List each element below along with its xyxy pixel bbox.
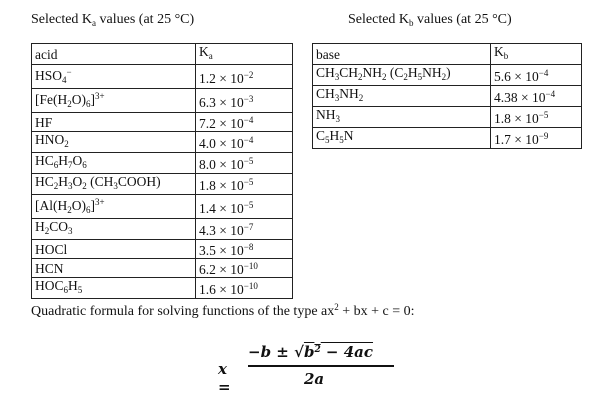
formula-text: HSO <box>35 68 63 83</box>
formula-text: CH <box>316 65 335 80</box>
formula-text: CH <box>316 86 335 101</box>
formula-subscript: 2 <box>82 181 87 191</box>
formula-subscript: 6 <box>53 160 59 170</box>
formula-text: H <box>58 153 69 168</box>
formula-lhs: x = <box>218 360 231 396</box>
kb-row <box>313 86 582 107</box>
kb-formula-cell <box>313 107 491 128</box>
kb-formula-cell <box>313 128 491 149</box>
formula-text: (CH <box>86 174 114 189</box>
formula-subscript: 3 <box>68 181 73 191</box>
ka-row <box>32 195 293 219</box>
kb-formula-cell <box>313 65 491 86</box>
value-mantissa: 8.0 × 10 <box>199 157 244 172</box>
ka-value-cell <box>196 195 293 219</box>
formula-subscript: 6 <box>86 205 91 215</box>
formula-subscript: 2 <box>358 93 364 103</box>
formula-subscript: 2 <box>44 226 50 236</box>
value-mantissa: 1.7 × 10 <box>494 132 539 147</box>
ka-formula-cell <box>32 278 196 299</box>
ka-row <box>32 240 293 259</box>
ka-row <box>32 132 293 153</box>
formula-subscript: 2 <box>358 72 363 82</box>
ka-header-row <box>32 44 293 65</box>
formula-subscript: 2 <box>441 72 447 82</box>
formula-text: O <box>72 174 83 189</box>
ka-formula-cell <box>32 174 196 195</box>
value-exponent: −5 <box>243 156 254 166</box>
ka-header-k: $K_a$ <box>196 44 293 65</box>
formula-subscript: 2 <box>53 181 59 191</box>
formula-subscript: 2 <box>403 72 408 82</box>
value-mantissa: 1.4 × 10 <box>199 200 244 216</box>
formula-text: HC <box>35 153 54 168</box>
ka-row <box>32 153 293 174</box>
ka-value-cell <box>196 65 293 89</box>
kb-title: Selected $K_b$ values (at 25 °C) <box>348 12 512 28</box>
value-exponent: −4 <box>545 89 556 99</box>
kb-value-cell <box>491 86 582 107</box>
formula-subscript: 3 <box>113 181 118 191</box>
formula-numerator: $-b \pm √b^2 - 4ac$ <box>248 343 374 361</box>
formula-subscript: 7 <box>68 160 73 170</box>
formula-subscript: 2 <box>67 99 72 109</box>
value-mantissa: 1.2 × 10 <box>199 70 244 86</box>
kb-value-cell <box>491 107 582 128</box>
kb-formula-cell <box>313 86 491 107</box>
formula-text: NH <box>422 65 442 80</box>
formula-text: NH <box>316 107 336 122</box>
ka-value-cell <box>196 278 293 299</box>
formula-text: H <box>58 174 69 189</box>
formula-text: N <box>343 128 354 143</box>
kb-header-base: base <box>313 44 491 65</box>
formula-text: CO <box>49 219 69 234</box>
kb-table <box>312 43 582 149</box>
ka-row <box>32 259 293 278</box>
formula-subscript: 3 <box>334 93 340 103</box>
formula-text: HOCl <box>35 241 68 257</box>
value-mantissa: 5.6 × 10 <box>494 69 539 84</box>
ka-value-cell <box>196 240 293 259</box>
value-mantissa: 1.6 × 10 <box>199 282 244 297</box>
ka-value-cell <box>196 219 293 240</box>
value-mantissa: 4.38 × 10 <box>494 90 546 105</box>
formula-text: [Al(H <box>35 198 68 213</box>
value-mantissa: 4.3 × 10 <box>199 223 244 238</box>
kb-table-body <box>313 44 582 149</box>
formula-text: C <box>316 128 326 143</box>
formula-text: COOH) <box>117 174 161 189</box>
value-exponent: −8 <box>243 242 254 252</box>
value-exponent: −5 <box>243 199 254 210</box>
value-mantissa: 3.5 × 10 <box>199 243 244 258</box>
ka-formula-cell <box>32 89 196 113</box>
formula-text: HOC <box>35 278 64 293</box>
ka-formula-cell <box>32 240 196 259</box>
formula-text: ] <box>90 198 95 213</box>
kb-row <box>313 107 582 128</box>
formula-text: HF <box>35 114 53 130</box>
formula-subscript: 5 <box>325 135 330 145</box>
ka-value-cell <box>196 113 293 132</box>
ka-title: Selected $K_a$ values (at 25 °C) <box>31 12 195 28</box>
value-exponent: −4 <box>243 115 254 125</box>
formula-text: NH <box>362 65 383 80</box>
ka-formula-cell <box>32 153 196 174</box>
formula-subscript: 5 <box>417 72 423 82</box>
kb-header-row <box>313 44 582 65</box>
formula-superscript: 3+ <box>95 197 105 207</box>
kb-value-cell <box>491 128 582 149</box>
formula-text: HNO <box>35 132 65 147</box>
value-exponent: −4 <box>538 68 549 78</box>
kb-header-k: $K_b$ <box>491 44 582 65</box>
ka-formula-cell <box>32 132 196 153</box>
value-exponent: −5 <box>243 177 254 187</box>
formula-subscript: 3 <box>68 226 73 236</box>
ka-row <box>32 65 293 89</box>
formula-subscript: 2 <box>67 205 72 215</box>
formula-text: O) <box>71 92 86 107</box>
fraction-bar <box>248 365 394 367</box>
formula-text: O <box>72 153 83 168</box>
ka-formula-cell <box>32 259 196 278</box>
ka-formula-cell <box>32 219 196 240</box>
ka-row <box>32 89 293 113</box>
value-mantissa: 6.3 × 10 <box>199 94 244 110</box>
formula-text: ] <box>90 92 95 107</box>
formula-text: H <box>329 128 340 143</box>
ka-table <box>31 43 293 299</box>
ka-table-body <box>32 44 293 299</box>
formula-text: CH <box>339 65 359 80</box>
value-mantissa: 4.0 × 10 <box>199 136 244 151</box>
value-mantissa: 7.2 × 10 <box>199 116 244 131</box>
value-exponent: −2 <box>243 69 254 80</box>
formula-text: H <box>407 65 418 80</box>
kb-value-cell <box>491 65 582 86</box>
formula-subscript: 5 <box>339 135 344 145</box>
formula-text: NH <box>339 86 359 101</box>
formula-radicand: $b^2 - 4ac$ <box>303 343 374 361</box>
value-mantissa: 1.8 × 10 <box>494 111 539 126</box>
value-exponent: −10 <box>243 281 258 291</box>
ka-formula-cell <box>32 113 196 132</box>
formula-subscript: 4 <box>62 75 67 85</box>
value-mantissa: 6.2 × 10 <box>199 262 244 277</box>
kb-row <box>313 65 582 86</box>
formula-text: H <box>35 219 45 234</box>
formula-text: HC <box>35 174 54 189</box>
value-exponent: −4 <box>243 135 254 145</box>
ka-row <box>32 174 293 195</box>
formula-subscript: 3 <box>334 72 340 82</box>
formula-superscript: 3+ <box>95 91 105 101</box>
formula-subscript: 5 <box>77 285 83 295</box>
formula-text: [Fe(H <box>35 92 68 107</box>
ka-header-acid: acid <box>32 44 196 65</box>
ka-row <box>32 113 293 132</box>
ka-formula-cell <box>32 195 196 219</box>
value-exponent: −10 <box>243 261 258 271</box>
value-exponent: −3 <box>243 93 254 104</box>
ka-value-cell <box>196 174 293 195</box>
formula-text: (C <box>386 65 404 80</box>
quadratic-description: Quadratic formula for solving functions of the type $ax^2$ + bx + c = 0: <box>31 302 415 319</box>
value-exponent: −5 <box>538 110 549 120</box>
formula-text: HCN <box>35 260 64 276</box>
ka-value-cell <box>196 153 293 174</box>
ka-formula-cell <box>32 65 196 89</box>
ka-row <box>32 219 293 240</box>
ka-value-cell <box>196 89 293 113</box>
value-exponent: −7 <box>243 222 254 232</box>
formula-subscript: 2 <box>64 139 69 149</box>
formula-subscript: 6 <box>82 160 87 170</box>
formula-superscript: − <box>66 67 72 77</box>
ka-value-cell <box>196 259 293 278</box>
formula-text: H <box>68 278 78 293</box>
value-exponent: −9 <box>538 131 549 141</box>
formula-subscript: 2 <box>382 72 387 82</box>
ka-row <box>32 278 293 299</box>
formula-subscript: 6 <box>63 285 69 295</box>
formula-subscript: 6 <box>86 99 91 109</box>
ka-value-cell <box>196 132 293 153</box>
formula-text: ) <box>446 65 451 80</box>
formula-denominator: 2a <box>304 370 325 388</box>
formula-subscript: 3 <box>335 114 340 124</box>
value-mantissa: 1.8 × 10 <box>199 178 244 193</box>
formula-text: O) <box>71 198 86 213</box>
kb-row <box>313 128 582 149</box>
